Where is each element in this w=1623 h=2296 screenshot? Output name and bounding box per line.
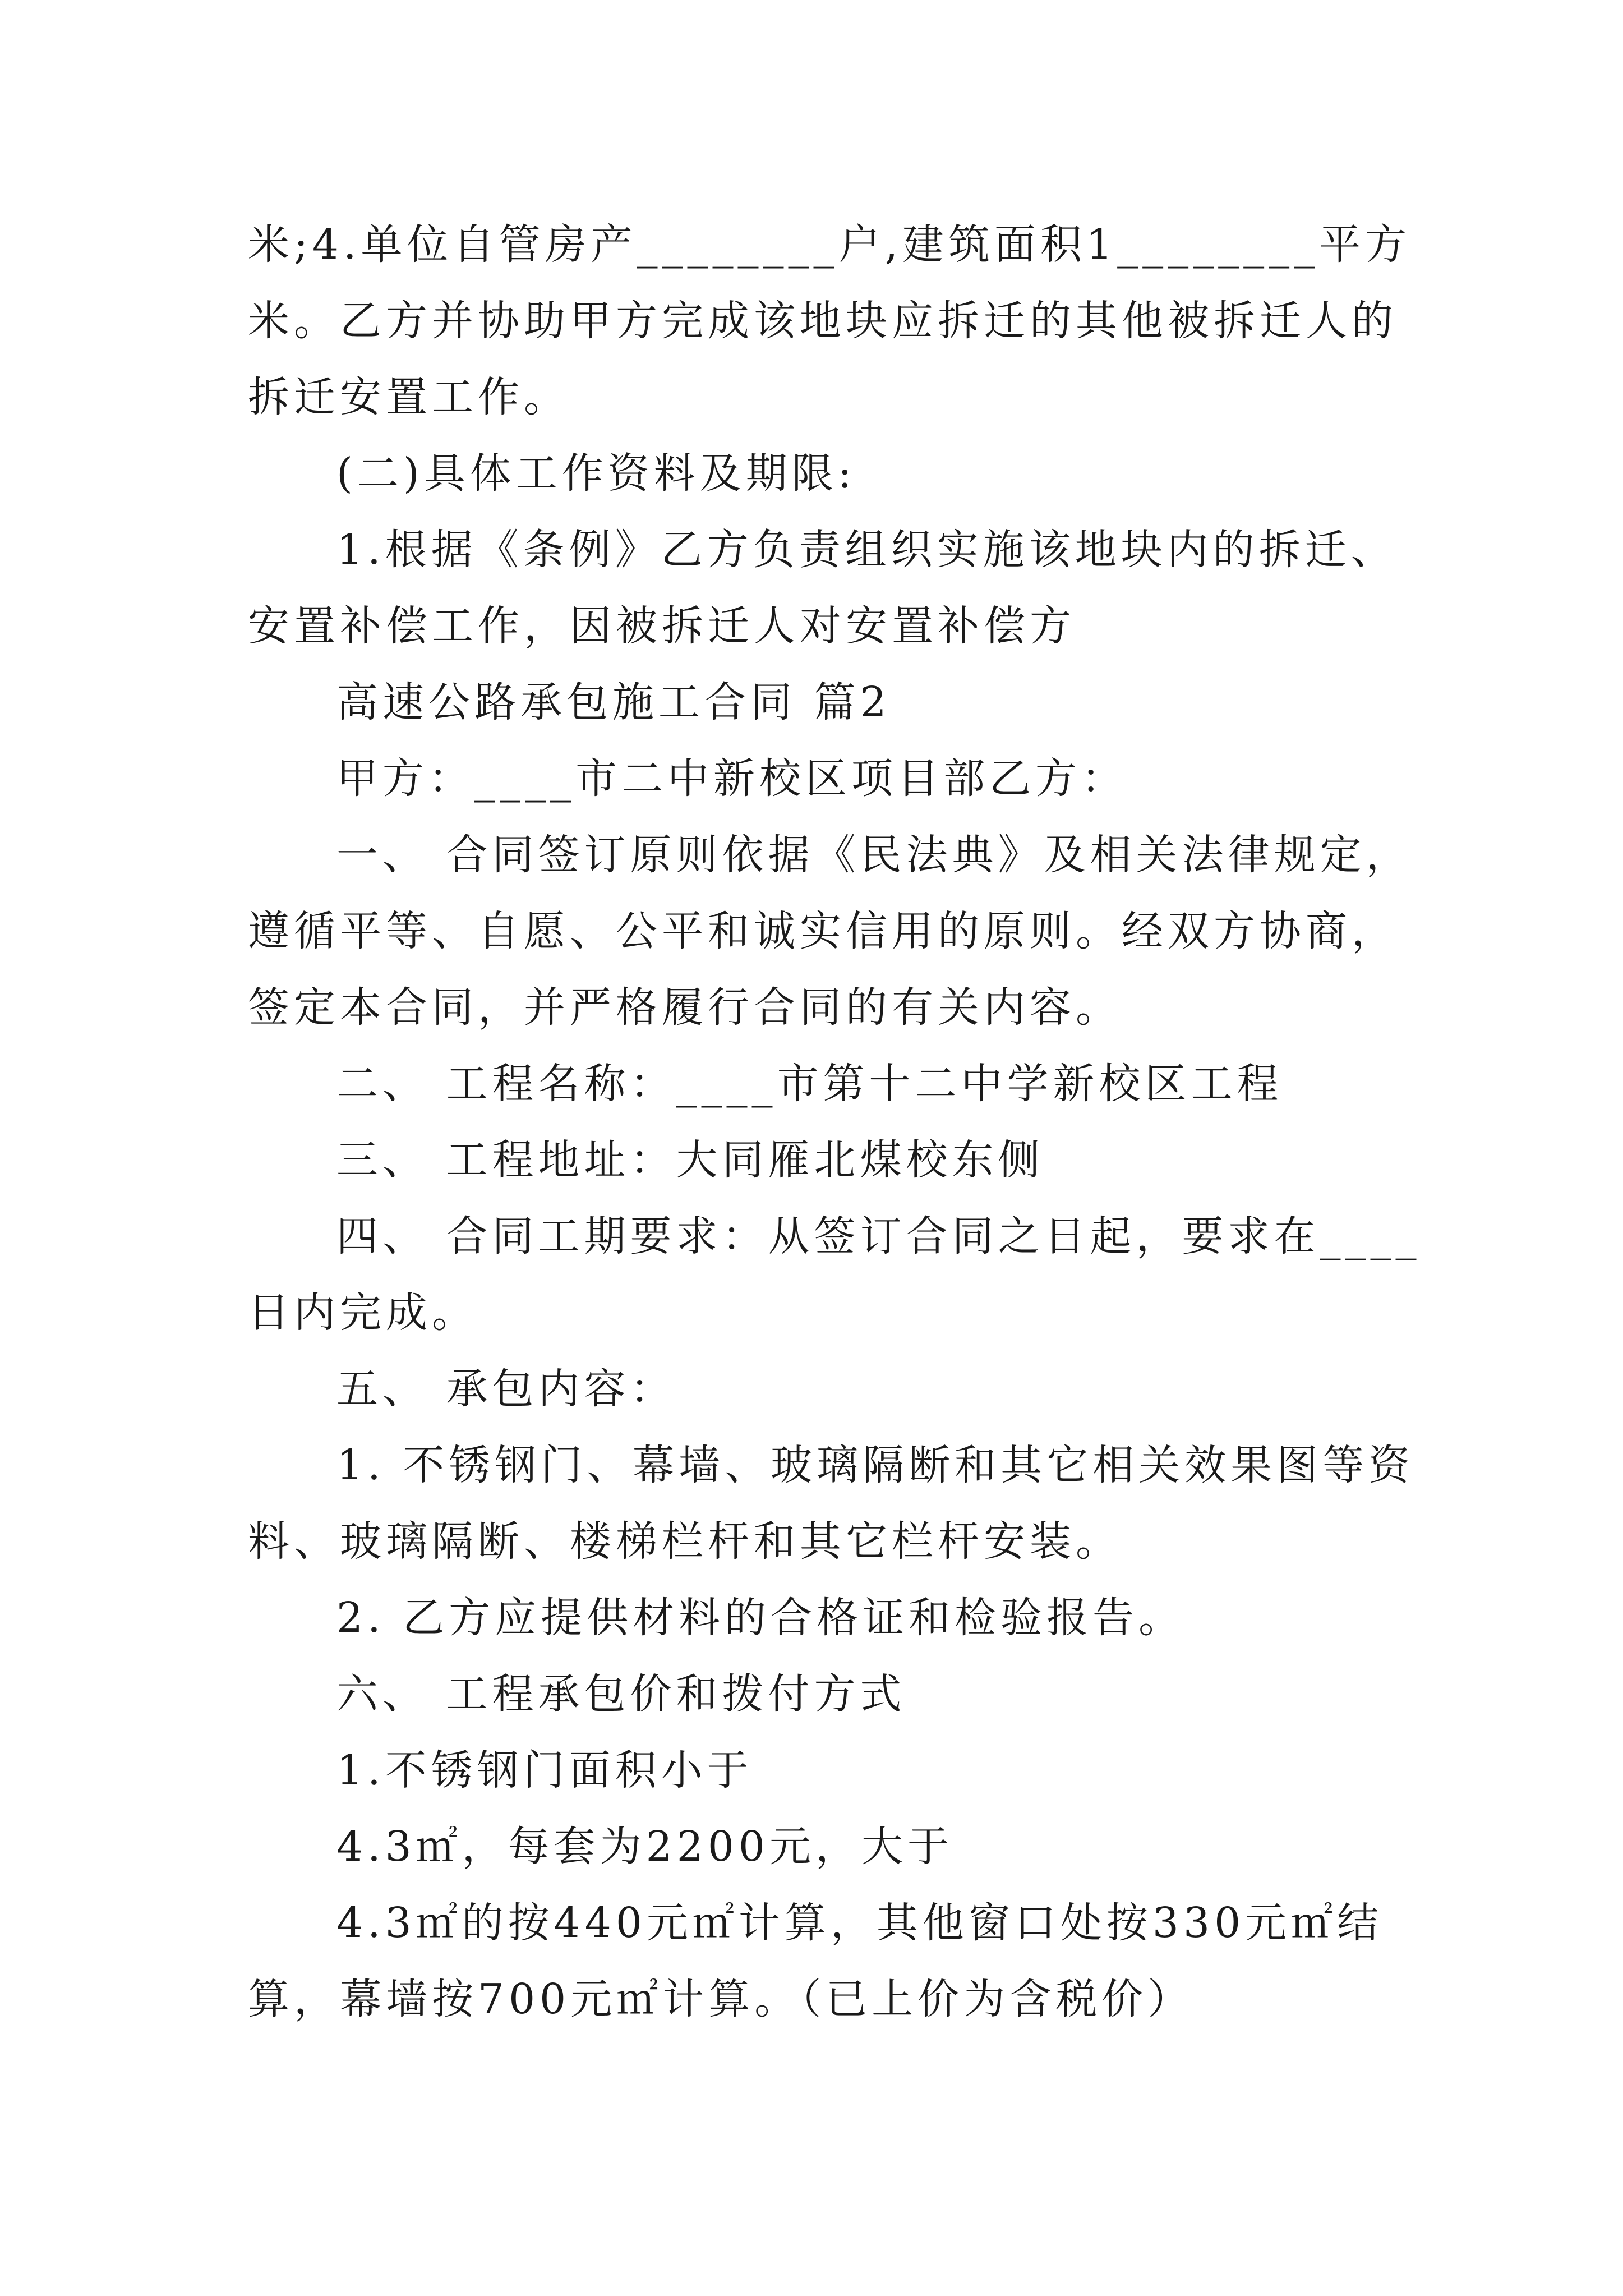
paragraph: 二、 工程名称：____市第十二中学新校区工程 bbox=[336, 1060, 1283, 1108]
paragraph: 甲方：____市二中新校区项目部乙方： bbox=[336, 754, 1127, 803]
paragraph: (二)具体工作资料及期限: bbox=[336, 449, 856, 498]
paragraph: 1.根据《条例》乙方负责组织实施该地块内的拆迁、安置补偿工作，因被拆迁人对安置补偿方 bbox=[248, 526, 1397, 650]
paragraph: 1. 不锈钢门、幕墙、玻璃隔断和其它相关效果图等资料、玻璃隔断、楼梯栏杆和其它栏杆安装。 bbox=[248, 1441, 1415, 1566]
paragraph: 三、 工程地址：大同雁北煤校东侧 bbox=[336, 1136, 1044, 1184]
paragraph: 4.3㎡的按440元㎡计算，其他窗口处按330元㎡结算，幕墙按700元㎡计算。（已上价为含税价） bbox=[248, 1899, 1384, 2023]
paragraph: 六、 工程承包价和拨付方式 bbox=[336, 1670, 906, 1718]
paragraph: 一、 合同签订原则依据《民法典》及相关法律规定，遵循平等、自愿、公平和诚实信用的原则。经双方协商，签定本合同，并严格履行合同的有关内容。 bbox=[248, 831, 1412, 1032]
paragraph: 1.不锈钢门面积小于 bbox=[336, 1746, 753, 1795]
document-body bbox=[248, 206, 1431, 2037]
paragraph: 2. 乙方应提供材料的合格证和检验报告。 bbox=[336, 1594, 1185, 1642]
section-heading: 高速公路承包施工合同 篇2 bbox=[336, 678, 891, 726]
paragraph: 四、 合同工期要求：从签订合同之日起，要求在____日内完成。 bbox=[248, 1212, 1421, 1337]
paragraph: 4.3㎡，每套为2200元，大于 bbox=[336, 1823, 954, 1871]
paragraph: 五、 承包内容： bbox=[336, 1365, 676, 1413]
paragraph: 米;4.单位自管房产________户,建筑面积1________平方米。乙方并协助甲方完成该地块应拆迁的其他被拆迁人的拆迁安置工作。 bbox=[248, 220, 1412, 421]
